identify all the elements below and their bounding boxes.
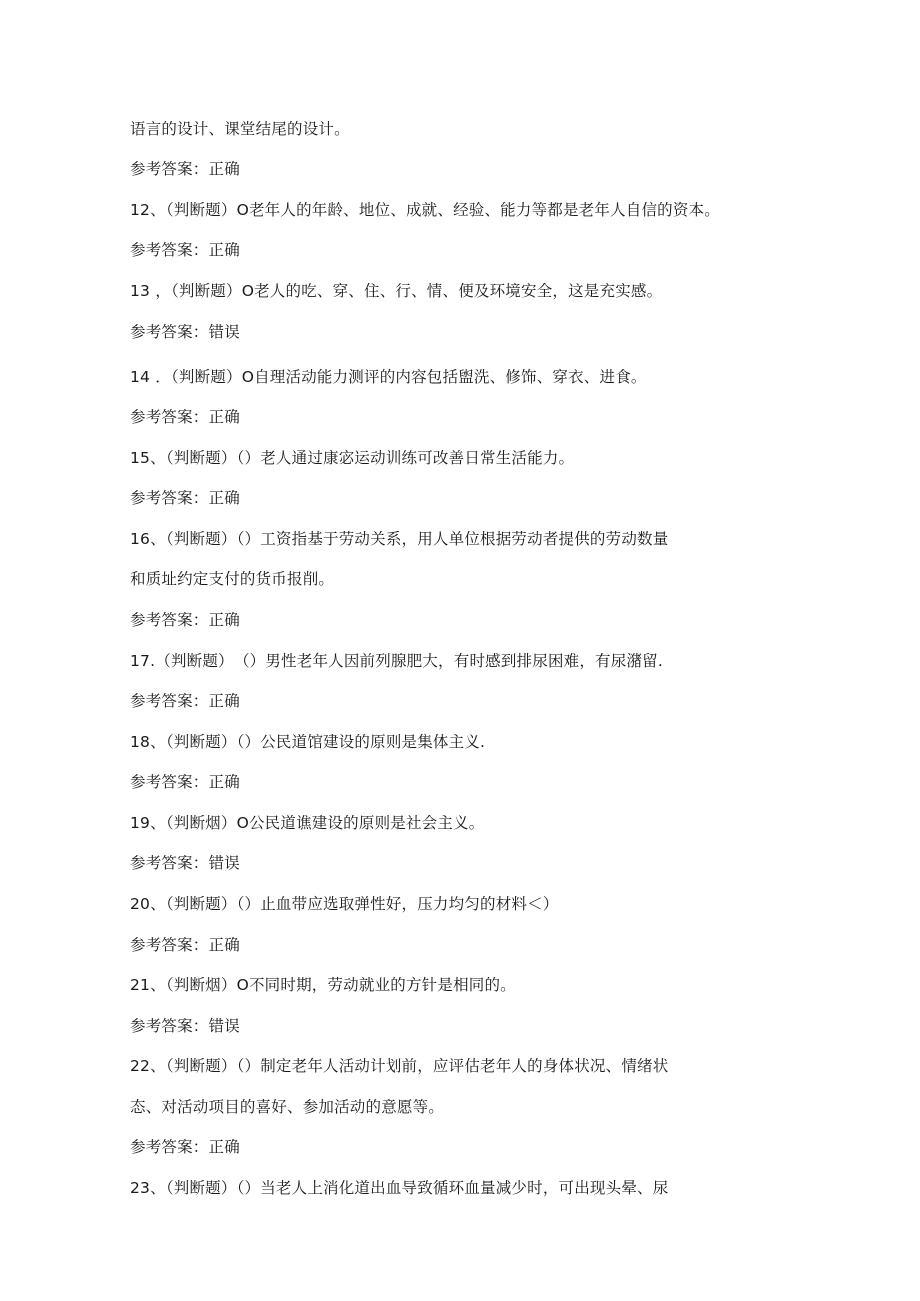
question-line: 14 ．（判断题）O自理活动能力测评的内容包括盥洗、修饰、穿衣、进食。 <box>130 368 647 386</box>
answer-line: 参考答案：正确 <box>130 408 240 426</box>
question-line: 23、（判断题）（）当老人上消化道出血导致循环血量减少时，可出现头晕、尿 <box>130 1179 669 1197</box>
question-line: 20、（判断题）（）止血带应选取弹性好，压力均匀的材料＜） <box>130 895 559 913</box>
question-line: 16、（判断题）（）工资指基于劳动关系，用人单位根据劳动者提供的劳动数量 <box>130 530 669 548</box>
question-line: 12、（判断题）O老年人的年龄、地位、成就、经验、能力等都是老年人自信的资本。 <box>130 201 720 219</box>
answer-line: 参考答案：错误 <box>130 854 240 872</box>
question-line: 18、（判断题）（）公民道馆建设的原则是集体主义. <box>130 733 486 751</box>
answer-line: 参考答案：正确 <box>130 773 240 791</box>
answer-line: 参考答案：正确 <box>130 611 240 629</box>
answer-line: 参考答案：正确 <box>130 692 240 710</box>
question-line: 19、（判断烟）O公民道谯建设的原则是社会主义。 <box>130 814 485 832</box>
text-line: 和质址约定支付的货币报削。 <box>130 570 335 588</box>
answer-line: 参考答案：正确 <box>130 241 240 259</box>
answer-line: 参考答案：错误 <box>130 1017 240 1035</box>
question-line: 22、（判断题）（）制定老年人活动计划前，应评估老年人的身体状况、情绪状 <box>130 1057 669 1075</box>
text-line: 语言的设计、课堂结尾的设计。 <box>130 120 350 138</box>
question-line: 15、（判断题）（）老人通过康宓运动训练可改善日常生活能力。 <box>130 449 575 467</box>
answer-line: 参考答案：错误 <box>130 323 240 341</box>
question-line: 21、（判断烟）O不同时期，劳动就业的方针是相同的。 <box>130 976 516 994</box>
answer-line: 参考答案：正确 <box>130 489 240 507</box>
question-line: 17.（判断题） （）男性老年人因前列腺肥大，有时感到排尿困难，有尿潴留. <box>130 652 663 670</box>
answer-line: 参考答案：正确 <box>130 1138 240 1156</box>
text-line: 态、对活动项目的喜好、参加活动的意愿等。 <box>130 1098 445 1116</box>
answer-line: 参考答案：正确 <box>130 936 240 954</box>
answer-line: 参考答案：正确 <box>130 160 240 178</box>
question-line: 13 ，（判断题）O老人的吃、穿、住、行、情、便及环境安全，这是充实感。 <box>130 282 663 300</box>
